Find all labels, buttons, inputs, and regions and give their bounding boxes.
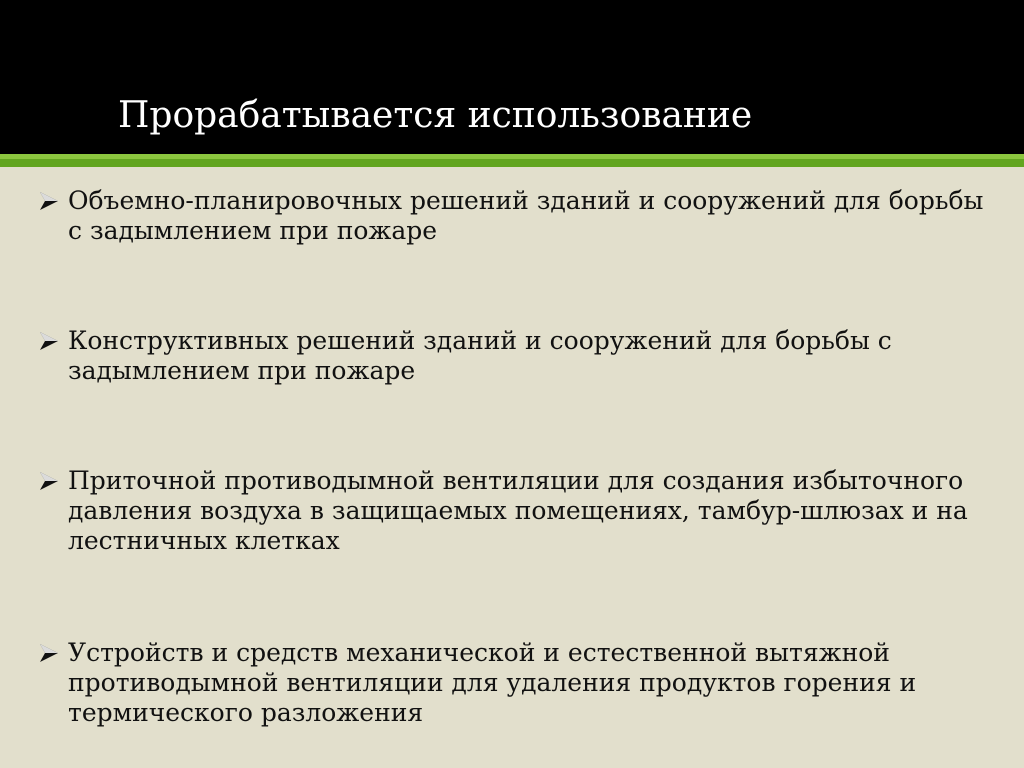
arrowhead-bullet-icon [38,329,60,353]
bullet-text: Конструктивных решений зданий и сооружений для борьбы с задымлением при пожаре [68,326,892,385]
bullet-text: Объемно-планировочных решений зданий и сооружений для борьбы с задымлением при пожаре [68,186,984,245]
arrowhead-bullet-icon [38,189,60,213]
arrowhead-bullet-icon [38,469,60,493]
slide-title: Прорабатывается использование [118,95,753,136]
bullet-text: Приточной противодымной вентиляции для создания избыточного давления воздуха в защищаемых помещениях, тамбур-шлюзах и на лестничных клетках [68,466,968,555]
arrowhead-bullet-icon [38,641,60,665]
bullet-text: Устройств и средств механической и естественной вытяжной противодымной вентиляции для удаления продуктов горения и термического разложения [68,638,917,727]
